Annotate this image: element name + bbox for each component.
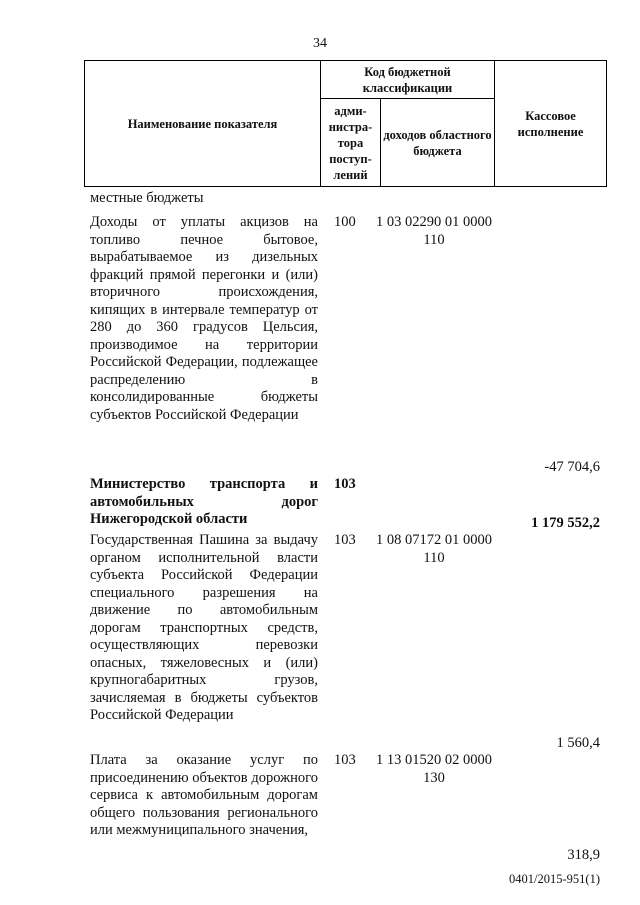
row-admin-code: 103 [334, 476, 356, 492]
table-body [90, 190, 600, 864]
row-admin-code: 103 [334, 532, 356, 548]
table-row [90, 476, 600, 532]
header-indicator-name: Наименование показателя [85, 61, 321, 187]
row-amount: 1 560,4 [556, 734, 600, 751]
table-row [90, 214, 600, 476]
table-row [90, 190, 600, 214]
table-header [84, 60, 607, 187]
document-code: 0401/2015-951(1) [509, 872, 600, 886]
row-name: местные бюджеты [90, 190, 204, 206]
row-income-code: 1 13 01520 02 0000 130 [376, 752, 492, 786]
row-income-code: 1 08 07172 01 0000 110 [376, 532, 492, 566]
row-amount: 318,9 [567, 846, 600, 863]
table-row [90, 532, 600, 752]
row-name: Министерство транспорта и автомобильных дорог Нижегородской области [90, 476, 318, 527]
header-budget-code: Код бюджетной классификации [321, 61, 495, 99]
header-cash-execution: Кассовое исполнение [495, 61, 607, 187]
row-amount: -47 704,6 [544, 458, 600, 475]
row-name: Государственная Пашина за выдачу органом исполнительной власти субъекта Российской Федерации специального разрешения на движение по автомобильным дорогам транспортных средств, осуществляющих перевозки опасных, тяжеловесных и (или) крупногабаритных грузов, зачисляемая в бюджеты субъектов Российской Федерации [90, 532, 318, 723]
page-number: 34 [313, 36, 327, 51]
header-regional-income: доходов областного бюджета [381, 99, 495, 187]
row-income-code: 1 03 02290 01 0000 110 [376, 214, 492, 248]
row-name: Доходы от уплаты акцизов на топливо печное бытовое, вырабатываемое из дизельных фракций прямой перегонки и (или) вторичного происхождения, кипящих в интервале температур от 280 до 360 градусов Цельсия, производимое на территории Российской Федерации, подлежащее распределению в консолидированные бюджеты субъектов Российской Федерации [90, 214, 318, 423]
row-amount: 1 179 552,2 [531, 514, 600, 531]
row-name: Плата за оказание услуг по присоединению объектов дорожного сервиса к автомобильным дорогам общего пользования регионального или межмуниципального значения, [90, 752, 318, 838]
table-row [90, 752, 600, 864]
header-administrator: адми- нистра- тора поступ- лений [321, 99, 381, 187]
row-admin-code: 100 [334, 214, 356, 230]
row-admin-code: 103 [334, 752, 356, 768]
